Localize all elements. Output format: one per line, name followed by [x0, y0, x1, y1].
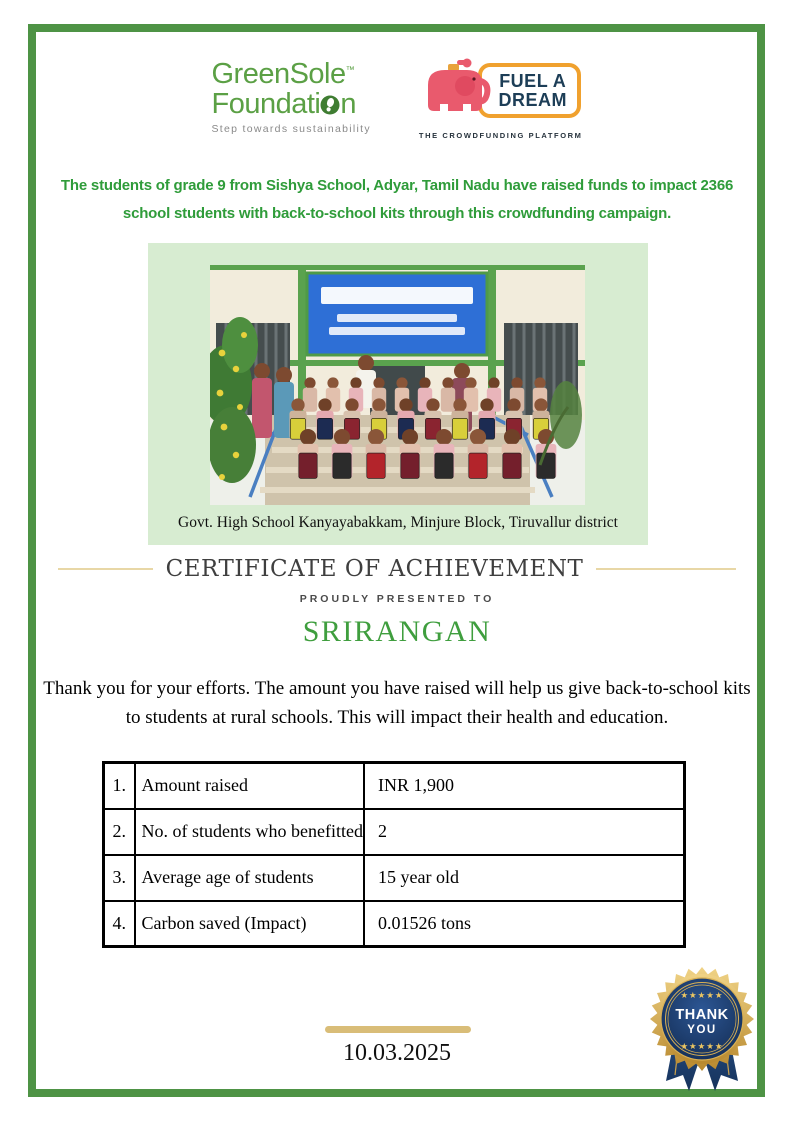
badge-you-label: YOU [687, 1024, 717, 1036]
table-row [104, 901, 685, 947]
certificate-heading-row [0, 556, 794, 582]
row-number: 3. [104, 855, 135, 901]
row-label: No. of students who benefitted [135, 809, 364, 855]
heading-divider-right [596, 568, 736, 570]
greensole-foundation-word [211, 90, 370, 120]
school-photo-illustration [210, 265, 585, 505]
badge-stars-bottom: ★★★★★ [680, 1042, 724, 1052]
date-text: 10.03.2025 [343, 1040, 451, 1066]
row-label: Carbon saved (Impact) [135, 901, 364, 947]
greensole-wordmark [211, 60, 370, 90]
date-divider [325, 1026, 471, 1033]
fueladream-title-line2: DREAM [498, 89, 567, 110]
table-row [104, 809, 685, 855]
stats-table [102, 761, 686, 948]
certificate-heading: CERTIFICATE OF ACHIEVEMENT [165, 556, 584, 582]
greensole-foundation-logo [211, 60, 370, 134]
row-value: 0.01526 tons [364, 901, 685, 947]
greensole-tagline: Step towards sustainability [211, 122, 371, 135]
row-number: 4. [104, 901, 135, 947]
fueladream-logo [419, 55, 583, 140]
greensole-tm: ™ [345, 64, 355, 75]
photo-caption: Govt. High School Kanyayabakkam, Minjure Block, Tiruvallur district [178, 514, 618, 531]
fueladream-frame [478, 63, 581, 119]
table-row [104, 763, 685, 809]
message-text: Thank you for your efforts. The amount you have raised will help us give back-to-school kits to students at rural schools. This will impact their health and education. [43, 678, 751, 729]
elephant-fuel-pump-icon [420, 55, 492, 126]
photo-panel [148, 243, 648, 545]
fueladream-logo-top [420, 55, 581, 126]
badge-thank-label: THANK [675, 1007, 729, 1023]
table-row [104, 855, 685, 901]
school-sign [307, 273, 487, 355]
fueladream-title-line1: FUEL A [499, 70, 567, 91]
badge-stars-top: ★★★★★ [680, 991, 724, 1001]
presented-to-label: PROUDLY PRESENTED TO [299, 593, 495, 605]
fueladream-tagline: THE CROWDFUNDING PLATFORM [418, 131, 583, 140]
thank-you-badge [641, 957, 763, 1100]
row-number: 2. [104, 809, 135, 855]
foundation-pre: Foundati [211, 88, 321, 120]
recipient-name: SRIRANGAN [302, 615, 492, 648]
row-number: 1. [104, 763, 135, 809]
row-label: Average age of students [135, 855, 364, 901]
intro-text: The students of grade 9 from Sishya School, Adyar, Tamil Nadu have raised funds to impact 2366 school students with back-to-school kits through this crowdfunding campaign. [60, 177, 734, 223]
row-value: INR 1,900 [364, 763, 685, 809]
row-value: 15 year old [364, 855, 685, 901]
greensole-name: GreenSole [211, 58, 346, 91]
row-label: Amount raised [135, 763, 364, 809]
heading-divider-left [58, 568, 153, 570]
logo-row [0, 55, 794, 140]
row-value: 2 [364, 809, 685, 855]
foundation-post: n [340, 88, 356, 120]
greensole-o-shoeprint-icon [320, 92, 340, 112]
